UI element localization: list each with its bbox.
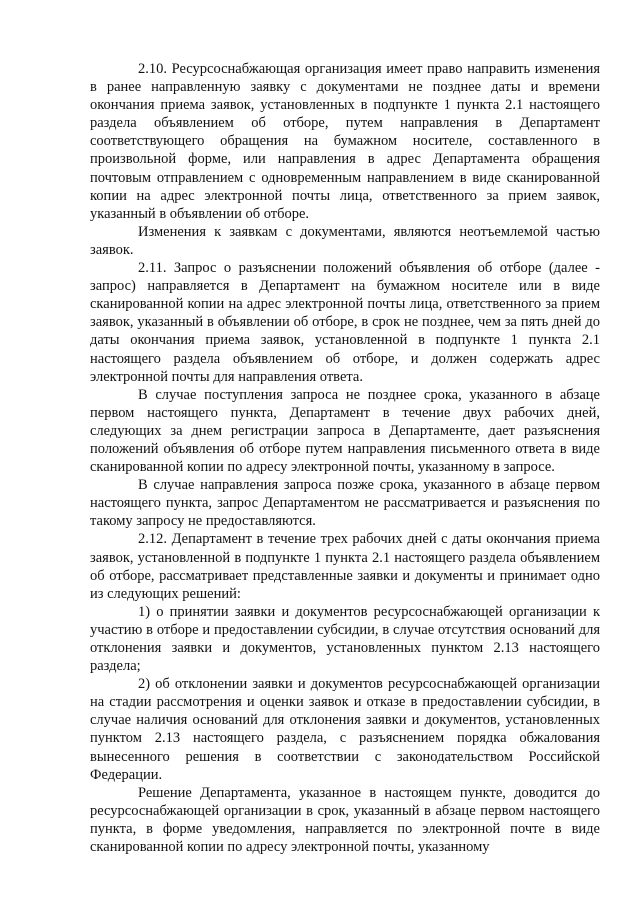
paragraph-2-11: 2.11. Запрос о разъяснении положений объявления об отборе (далее - запрос) направляется в Департамент на бумажном носителе или в виде сканированной копии на адрес электронной почты лица, ответственного за прием заявок, указанный в объявлении об отборе, в срок не позднее, чем за пять дней до даты окончания приема заявок, установленной в подпункте 1 пункта 2.1 настоящего раздела объявлением об отборе, и должен содержать адрес электронной почты для направления ответа. <box>90 260 600 385</box>
paragraph-request-late: В случае направления запроса позже срока, указанного в абзаце первом настоящего пункта, запрос Департаментом не рассматривается и разъяснения по такому запросу не предоставляются. <box>90 477 600 530</box>
paragraph-2-12: 2.12. Департамент в течение трех рабочих дней с даты окончания приема заявок, установленной в подпункте 1 пункта 2.1 настоящего раздела объявлением об отборе, рассматривает представленные заявки и документы и принимает одно из следующих решений: <box>90 531 600 602</box>
document-page <box>90 60 600 856</box>
paragraph-decision-1: 1) о принятии заявки и документов ресурсоснабжающей организации к участию в отборе и предоставлении субсидии, в случае отсутствия оснований для отклонения заявки и документов, установленных пунктом 2.13 настоящего раздела; <box>90 603 600 675</box>
paragraph-changes: Изменения к заявкам с документами, являются неотъемлемой частью заявок. <box>90 223 600 258</box>
paragraph-decision-2: 2) об отклонении заявки и документов ресурсоснабжающей организации на стадии рассмотрения и оценки заявок и отказе в предоставлении субсидии, в случае наличия оснований для отклонения заявки и документов, установленных пунктом 2.13 настоящего раздела, с разъяснением порядка обжалования вынесенного решения в соответствии с законодательством Российской Федерации. <box>90 676 600 783</box>
paragraph-notification: Решение Департамента, указанное в настоящем пункте, доводится до ресурсоснабжающей организации в срок, указанный в абзаце первом настоящего пункта, в форме уведомления, направляется по электронной почте в виде сканированной копии по адресу электронной почты, указанному <box>90 784 600 856</box>
paragraph-2-10: 2.10. Ресурсоснабжающая организация имеет право направить изменения в ранее направленную заявку с документами не позднее даты и времени окончания приема заявок, установленных в подпункте 1 пункта 2.1 настоящего раздела объявлением об отборе, путем направления в Департамент соответствующего обращения на бумажном носителе, составленного в произвольной форме, или направления в адрес Департамента обращения почтовым отправлением с одновременным направлением в виде сканированной копии на адрес электронной почты лица, ответственного за прием заявок, указанный в объявлении об отборе. <box>90 61 600 222</box>
paragraph-request-timely: В случае поступления запроса не позднее срока, указанного в абзаце первом настоящего пункта, Департамент в течение двух рабочих дней, следующих за днем регистрации запроса в Департаменте, дает разъяснения положений объявления об отборе путем направления письменного ответа в виде сканированной копии по адресу электронной почты, указанному в запросе. <box>90 386 600 476</box>
